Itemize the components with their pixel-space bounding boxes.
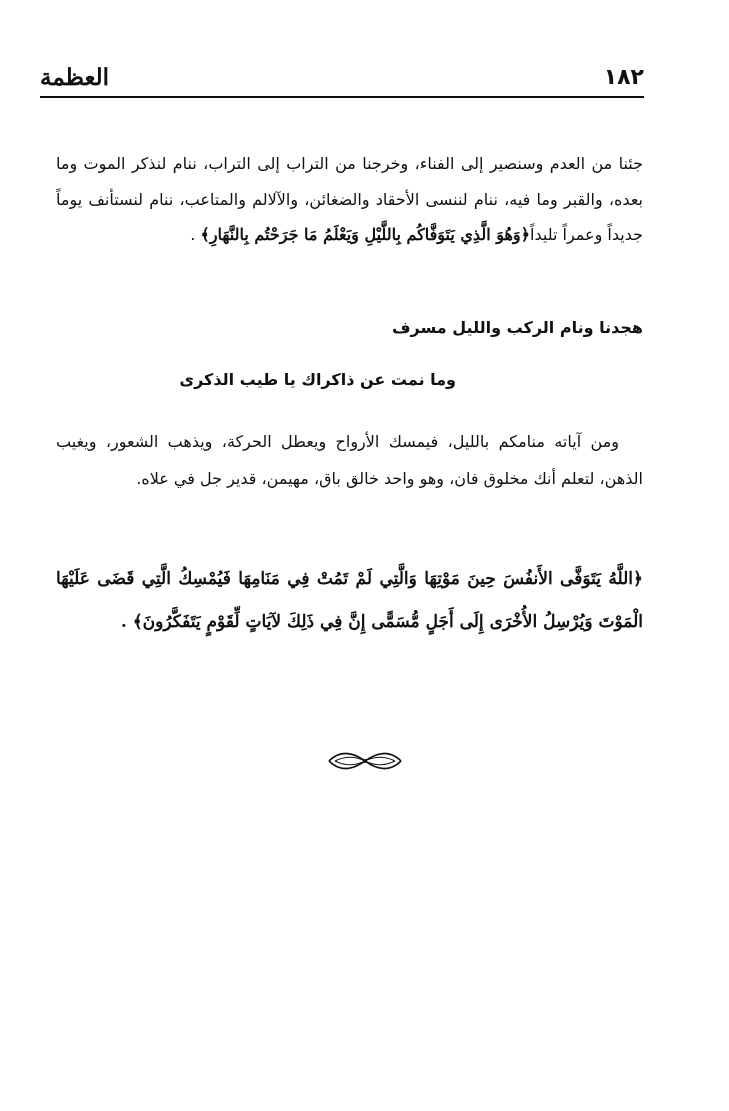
header-rule	[40, 96, 644, 98]
quran-verse-2: ﴿اللَّهُ يَتَوَفَّى الأَنفُسَ حِينَ مَوْتِهَا وَالَّتِي لَمْ تَمُتْ فِي مَنَامِهَا فَيُمْسِكُ الَّتِي قَضَى عَلَيْهَا الْمَوْتَ وَيُرْسِلُ الأُخْرَى إِلَى أَجَلٍ مُّسَمًّى إِنَّ فِي ذَلِكَ لآيَاتٍ لِّقَوْمٍ يَتَفَكَّرُونَ﴾	[56, 569, 643, 632]
quran-verse-1: ﴿وَهُوَ الَّذِي يَتَوَفَّاكُم بِاللَّيْلِ وَيَعْلَمُ مَا جَرَحْتُم بِالنَّهَارِ﴾	[200, 225, 531, 244]
ornament-divider-icon	[325, 747, 405, 775]
paragraph-1	[56, 146, 643, 253]
page-number: ١٨٢	[603, 65, 644, 90]
running-title: العظمة	[40, 64, 109, 91]
page-header	[40, 64, 644, 104]
paragraph-1-text: جئنا من العدم وسنصير إلى الفناء، وخرجنا من التراب إلى التراب، ننام لنذكر الموت وما بعده، والقبر وما فيه، ننام لننسى الأحقاد والضغائن، والآلالم والمتاعب، ننام لنستأنف يوماً جديداً وعمراً تليداً	[56, 154, 643, 244]
paragraph-3	[56, 558, 643, 644]
paragraph-1-end: .	[190, 225, 201, 244]
paragraph-2: ومن آياته منامكم بالليل، فيمسك الأرواح ويعطل الحركة، ويذهب الشعور، ويغيب الذهن، لتعلم أنك مخلوق فان، وهو واحد خالق باق، مهيمن، قدير جل في علاه.	[56, 432, 643, 488]
poem-verse-2: وما نمت عن ذاكراك يا طيب الذكرى	[179, 370, 456, 389]
poem-verse-1: هجدنا ونام الركب والليل مسرف	[391, 318, 643, 337]
paragraph-3-end: .	[120, 612, 133, 632]
